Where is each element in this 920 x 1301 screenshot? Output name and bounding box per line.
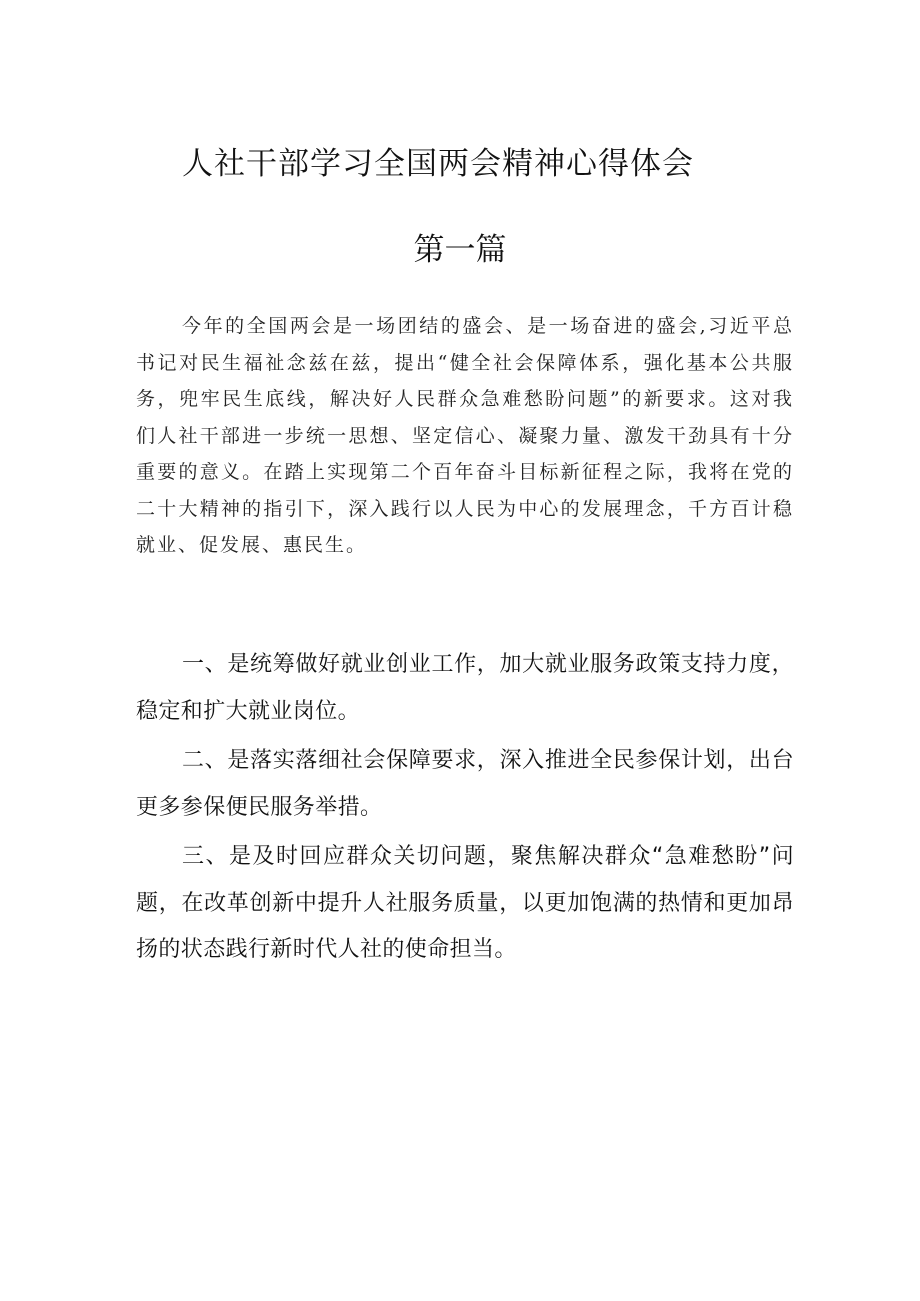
point-paragraph-1: 一、是统筹做好就业创业工作，加大就业服务政策支持力度，稳定和扩大就业岗位。 <box>136 652 794 724</box>
intro-paragraph: 今年的全国两会是一场团结的盛会、是一场奋进的盛会,习近平总书记对民生福祉念兹在兹，提出“健全社会保障体系，强化基本公共服务，兜牢民生底线，解决好人民群众急难愁盼问题”的新要求。这对我们人社干部进一步统一思想、坚定信心、凝聚力量、激发干劲具有十分重要的意义。在踏上实现第二个百年奋斗目标新征程之际，我将在党的二十大精神的指引下，深入践行以人民为中心的发展理念，千方百计稳就业、促发展、惠民生。 <box>136 315 794 556</box>
point-paragraph-2: 二、是落实落细社会保障要求，深入推进全民参保计划，出台更多参保便民服务举措。 <box>136 748 794 820</box>
document-title: 人社干部学习全国两会精神心得体会 <box>182 146 694 182</box>
point-paragraph-3: 三、是及时回应群众关切问题，聚焦解决群众“急难愁盼”问题，在改革创新中提升人社服务质量，以更加饱满的热情和更加昂扬的状态践行新时代人社的使命担当。 <box>136 844 794 962</box>
document-subtitle: 第一篇 <box>413 232 507 268</box>
